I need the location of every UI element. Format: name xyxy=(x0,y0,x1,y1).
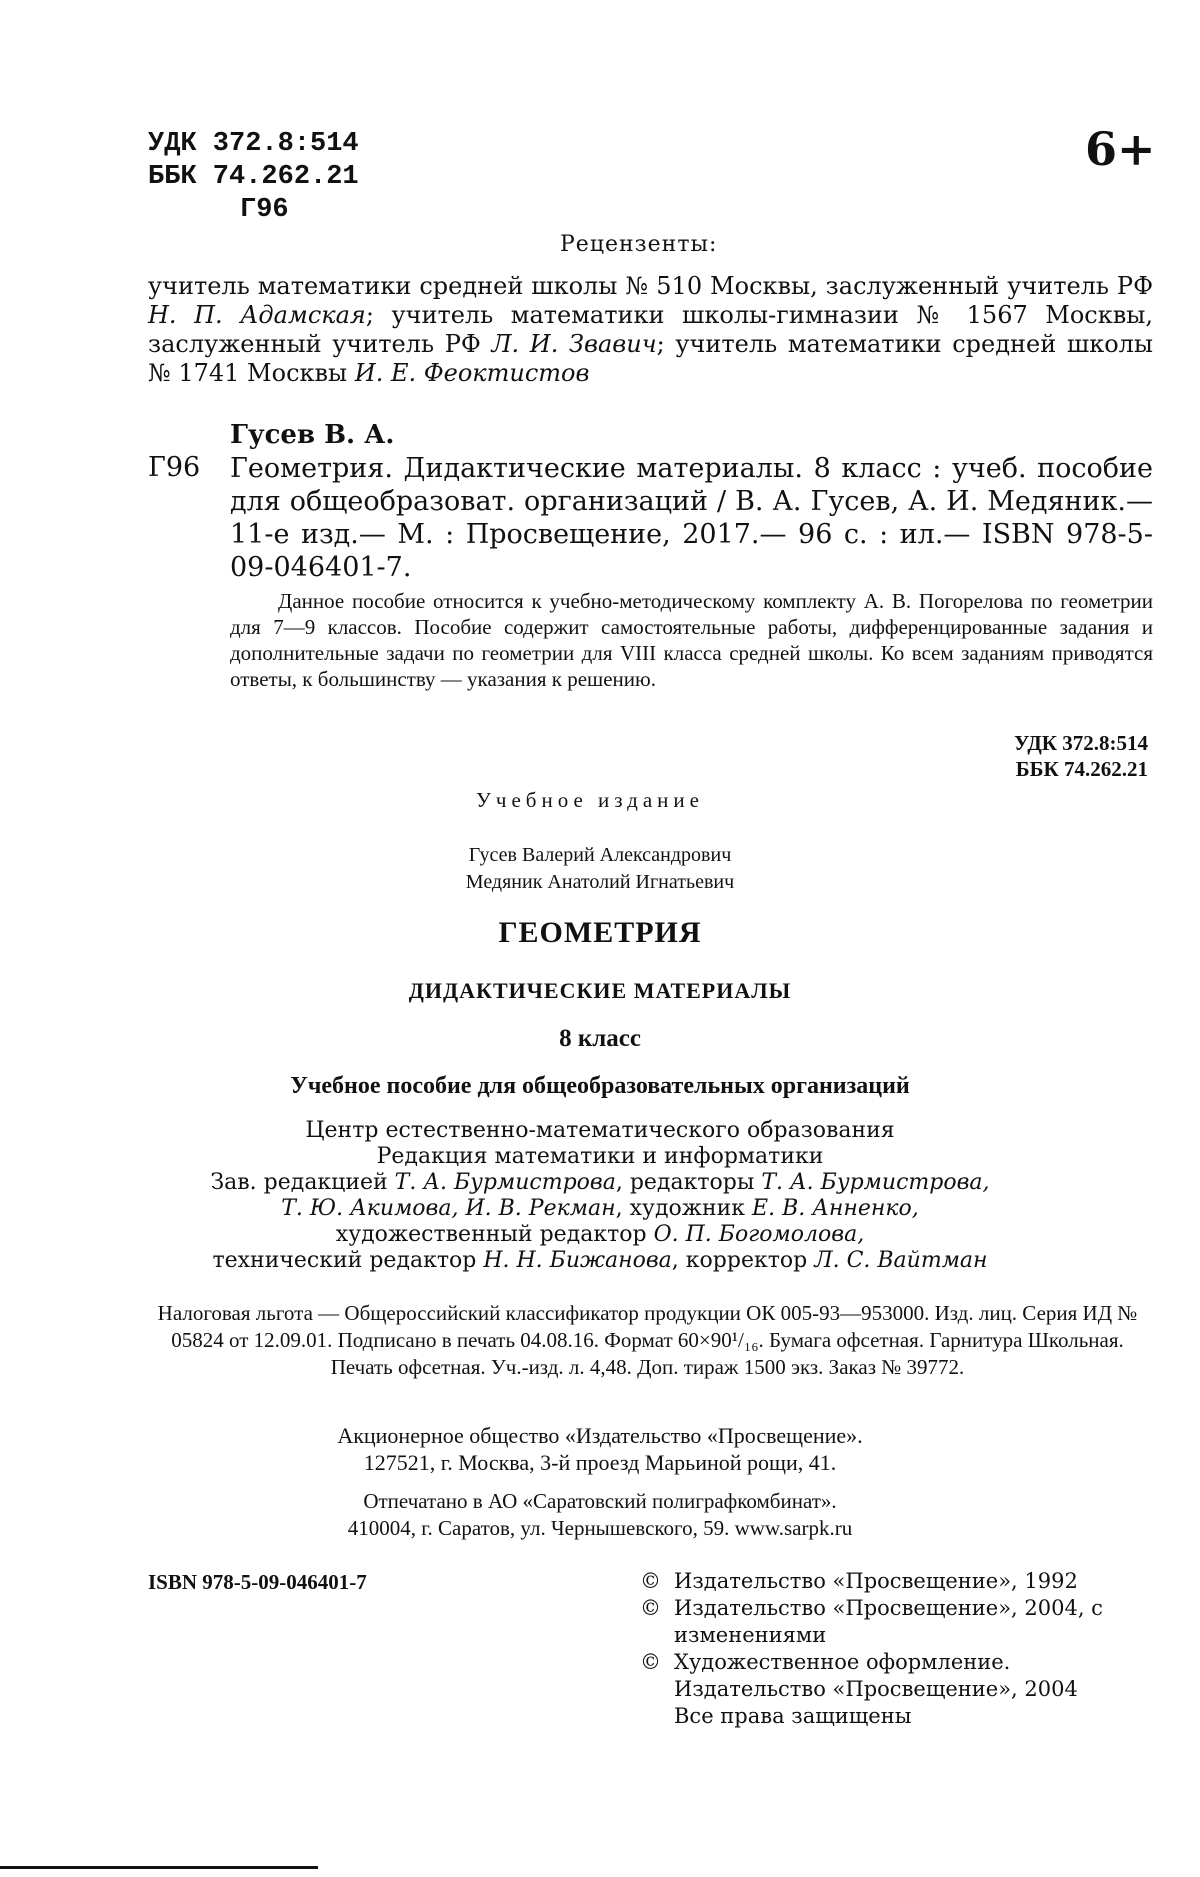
staff-block xyxy=(0,1118,1200,1274)
copyright-text-3 xyxy=(674,1649,1160,1730)
printer-name: Отпечатано в АО «Саратовский полиграфкомбинат». xyxy=(363,1489,837,1513)
copyright-text-2: Издательство «Просвещение», 2004, с изменениями xyxy=(674,1596,1103,1647)
staff-dept: Редакция математики и информатики xyxy=(376,1144,824,1169)
edition-type: Учебное издание xyxy=(476,788,704,812)
staff-role: , корректор xyxy=(671,1248,815,1273)
reviewer-name-3: И. Е. Феоктистов xyxy=(354,359,590,387)
age-rating: 6+ xyxy=(1085,122,1156,176)
main-title: ГЕОМЕТРИЯ xyxy=(498,916,702,949)
author-full-2: Медяник Анатолий Игнатьевич xyxy=(465,871,735,893)
staff-name: Л. С. Вайтман xyxy=(814,1248,988,1273)
reviewer-name-2: Л. И. Звавич xyxy=(491,330,657,358)
bib-udk: УДК 372.8:514 xyxy=(1014,731,1148,755)
annotation-text: Данное пособие относится к учебно-методическому комплекту А. В. Погорелова по геометрии для 7—9 классов. Пособие содержит самостоятельные работы, дифференцированные задания и дополнительные задачи по геометрии для VIII класса средней школы. Ко всем заданиям приводятся ответы, к большинству — указания к решению. xyxy=(230,589,1153,691)
staff-name: Т. А. Бурмистрова, xyxy=(761,1170,990,1195)
staff-line-3 xyxy=(0,1170,1200,1196)
reviewer-name-1: Н. П. Адамская xyxy=(148,301,366,329)
subtitle: ДИДАКТИЧЕСКИЕ МАТЕРИАЛЫ xyxy=(408,978,792,1003)
bib-mark: Г96 xyxy=(148,452,201,483)
staff-name: Н. Н. Бижанова xyxy=(483,1248,672,1273)
copyright-line-2 xyxy=(640,1595,1160,1649)
staff-role: , редакторы xyxy=(615,1170,762,1195)
copyright-text-1: Издательство «Просвещение», 1992 xyxy=(674,1569,1078,1593)
authors-full xyxy=(0,842,1200,896)
printer-address: 410004, г. Саратов, ул. Чернышевского, 59. www.sarpk.ru xyxy=(347,1516,853,1540)
staff-name: Е. В. Анненко, xyxy=(752,1196,919,1221)
staff-role: , художник xyxy=(615,1196,753,1221)
staff-name: О. П. Богомолова, xyxy=(653,1222,865,1247)
isbn: ISBN 978-5-09-046401-7 xyxy=(148,1570,367,1594)
copyright-text-3-body: Художественное оформление. Издательство «Просвещение», 2004 xyxy=(674,1650,1078,1701)
rights-reserved: Все права защищены xyxy=(674,1704,912,1728)
grade: 8 класс xyxy=(559,1025,641,1052)
staff-name: Т. Ю. Акимова, И. В. Рекман xyxy=(281,1196,616,1221)
bib-annotation xyxy=(230,588,1153,692)
bib-codes xyxy=(1014,730,1148,782)
footer-rule xyxy=(0,1866,318,1869)
author-mark: Г96 xyxy=(240,195,289,225)
copyright-line-3 xyxy=(640,1649,1160,1730)
bbk-code: ББК 74.262.21 xyxy=(148,162,359,192)
staff-role: Зав. редакцией xyxy=(210,1170,395,1195)
author-full-1: Гусев Валерий Александрович xyxy=(468,844,732,866)
publisher-name: Акционерное общество «Издательство «Просвещение». xyxy=(337,1423,863,1448)
bib-author: Гусев В. А. xyxy=(230,420,395,450)
copyright-icon: © xyxy=(640,1596,661,1620)
udk-code: УДК 372.8:514 xyxy=(148,129,359,159)
staff-line-4 xyxy=(0,1196,1200,1222)
publisher-address: 127521, г. Москва, 3-й проезд Марьиной рощи, 41. xyxy=(363,1450,837,1475)
reviewers-text-3: ; учитель математики средней школы № 1741 Москвы xyxy=(148,330,1154,387)
technical-info: Налоговая льгота — Общероссийский классификатор продукции ОК 005-93—953000. Изд. лиц. Серия ИД № 05824 от 12.09.01. Подписано в печать 04.08.16. Формат 60×90¹/₁₆. Бумага офсетная. Гарнитура Школьная. Печать офсетная. Уч.-изд. л. 4,48. Доп. тираж 1500 экз. Заказ № 39772. xyxy=(157,1301,1138,1379)
staff-line-6 xyxy=(0,1248,1200,1274)
reviewers-heading: Рецензенты: xyxy=(560,232,718,257)
staff-role: технический редактор xyxy=(212,1248,484,1273)
bib-record: Геометрия. Дидактические материалы. 8 класс : учеб. пособие для общеобразоват. организаций / В. А. Гусев, А. И. Медяник.— 11-е изд.— М. : Просвещение, 2017.— 96 с. : ил.— ISBN 978-5-09-046401-7. xyxy=(230,453,1153,583)
bib-bbk: ББК 74.262.21 xyxy=(1015,757,1148,781)
staff-center: Центр естественно-математического образования xyxy=(305,1118,895,1143)
copyright-icon: © xyxy=(640,1650,661,1674)
publisher xyxy=(0,1422,1200,1476)
purpose: Учебное пособие для общеобразовательных организаций xyxy=(290,1073,910,1099)
copyright-icon: © xyxy=(640,1569,661,1593)
classification-codes xyxy=(148,128,359,227)
copyright-block xyxy=(640,1568,1160,1730)
reviewers-text-2: ; учитель математики школы-гимназии № 1567 Москвы, заслуженный учитель РФ xyxy=(148,301,1153,358)
reviewers-text-1: учитель математики средней школы № 510 Москвы, заслуженный учитель РФ xyxy=(148,272,1153,300)
printer xyxy=(0,1488,1200,1542)
staff-role: художественный редактор xyxy=(335,1222,654,1247)
copyright-line-1 xyxy=(640,1568,1160,1595)
staff-line-5 xyxy=(0,1222,1200,1248)
reviewers-text xyxy=(148,272,1153,388)
staff-name: Т. А. Бурмистрова xyxy=(394,1170,616,1195)
